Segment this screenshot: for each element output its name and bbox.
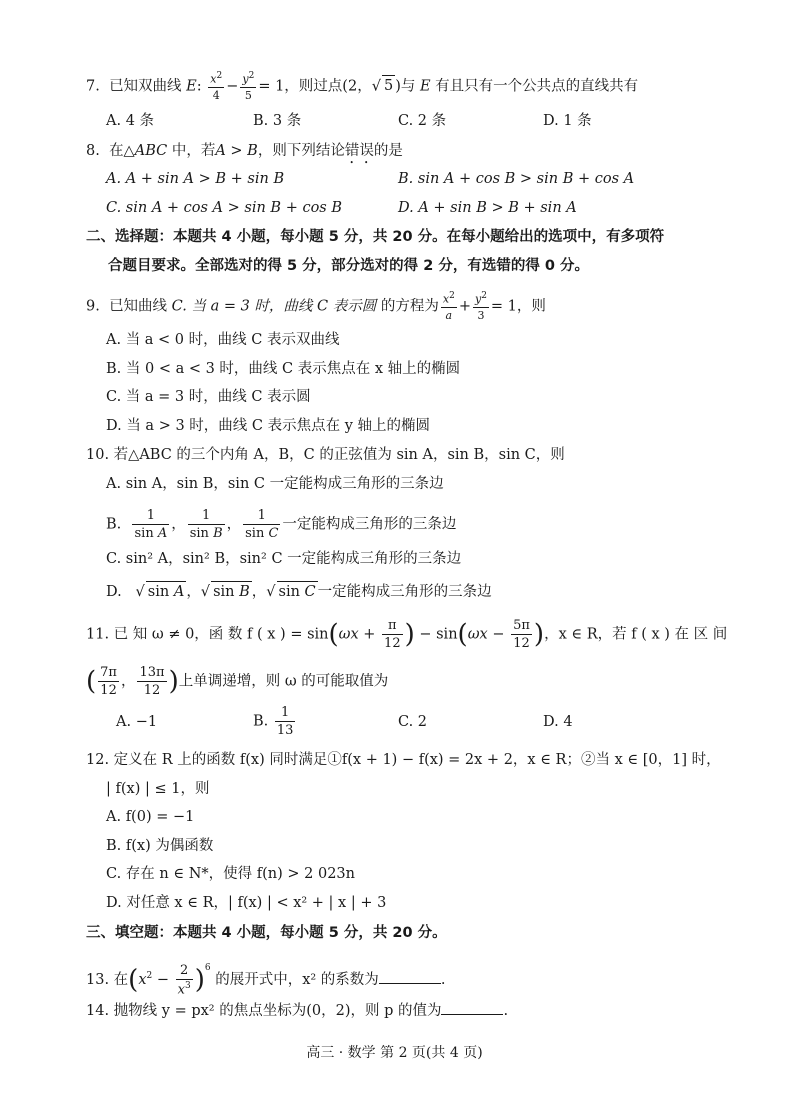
- q12-option-c: C. 存在 n ∈ N*，使得 f(n) > 2 023n: [106, 866, 355, 882]
- fraction-y2-5: $\frac{y^2}{5}$: [242, 71, 255, 102]
- question-10-stem: 10. 若△ABC 的三个内角 A，B，C 的正弦值为 sin A，sin B，sin C，则: [86, 447, 565, 463]
- q10-option-c: C. sin² A，sin² B，sin² C 一定能构成三角形的三条边: [106, 551, 462, 567]
- fraction-x2-a: $\frac{x^2}{a}$: [442, 291, 455, 322]
- q9-option-b: B. 当 0 < a < 3 时，曲线 C 表示焦点在 x 轴上的椭圆: [106, 361, 461, 377]
- question-11-stem: 11. 已 知 ω ≠ 0，函 数 f ( x ) = sin(ωx + $\frac{\pi}{12}$ ) − sin(ωx − $\frac{5\pi}{12}$ )，x ∈ R，若 f ( x ) 在 区 间: [86, 618, 728, 651]
- question-12-stem: 12. 定义在 R 上的函数 f(x) 同时满足①f(x + 1) − f(x) = 2x + 2，x ∈ R；②当 x ∈ [0，1] 时，: [86, 752, 721, 768]
- question-12-stem-cont: | f(x) | ≤ 1，则: [106, 781, 210, 797]
- q11-option-c: C. 2: [398, 714, 428, 730]
- page-footer: 高三 · 数学 第 2 页(共 4 页): [306, 1045, 483, 1061]
- question-7-stem: 7. 已知双曲线 E: $\frac{x^2}{4}$ − $\frac{y^2}{5}$ = 1，则过点(2，√ 5 )与 E 有且只有一个公共点的直线共有: [86, 71, 639, 102]
- q10-option-b: B. $\frac{1}{\text{sin A}}$ ， $\frac{1}{\text{sin B}}$ ， $\frac{1}{\text{sin C}}$ 一定能构成三角形的三条边: [106, 508, 457, 541]
- q11-option-a: A. −1: [116, 714, 158, 730]
- q7-option-b: B. 3 条: [253, 113, 302, 129]
- q14-answer-blank[interactable]: [441, 1000, 503, 1015]
- q10-option-d: D. √ sin A ，√ sin B ，√ sin C 一定能构成三角形的三条边: [106, 581, 492, 602]
- q9-option-c: C. 当 a = 3 时，曲线 C 表示圆: [106, 389, 311, 405]
- q8-option-b: B. sin A + cos B > sin B + cos A: [398, 171, 635, 187]
- q12-option-d: D. 对任意 x ∈ R，| f(x) | < x² + | x | + 3: [106, 895, 387, 911]
- fraction-x2-4: $\frac{x^2}{4}$: [210, 71, 223, 102]
- question-13: 13. 在($x^2$ − $\frac{2}{x^3}$ )$^6$ 的展开式中，x² 的系数为 .: [86, 962, 446, 998]
- q7-option-a: A. 4 条: [106, 113, 155, 129]
- q12-option-b: B. f(x) 为偶函数: [106, 838, 214, 854]
- q8-option-c: C. sin A + cos A > sin B + cos B: [106, 200, 343, 216]
- section-2-heading-cont: 合题目要求。全部选对的得 5 分，部分选对的得 2 分，有选错的得 0 分。: [108, 258, 590, 274]
- q8-option-a: A. A + sin A > B + sin B: [106, 171, 285, 187]
- q11-option-b: B. $\frac{1}{13}$: [253, 705, 294, 738]
- question-14: 14. 抛物线 y = px² 的焦点坐标为(0，2)，则 p 的值为 .: [86, 1000, 508, 1021]
- q7-option-c: C. 2 条: [398, 113, 447, 129]
- q7-option-d: D. 1 条: [543, 113, 592, 129]
- fraction-y2-3: $\frac{y^2}{3}$: [474, 291, 487, 322]
- q13-answer-blank[interactable]: [379, 969, 441, 984]
- question-9-stem: 9. 已知曲线 C. 当 a = 3 时，曲线 C 表示圆 的方程为 $\frac{x^2}{a}$ + $\frac{y^2}{3}$ = 1，则: [86, 291, 546, 322]
- section-3-heading: 三、填空题：本题共 4 小题，每小题 5 分，共 20 分。: [86, 925, 447, 941]
- question-11-interval: ( $\frac{7\pi}{12}$ ， $\frac{13\pi}{12}$ )上单调递增，则 ω 的可能取值为: [86, 665, 389, 698]
- q10-option-a: A. sin A，sin B，sin C 一定能构成三角形的三条边: [106, 476, 444, 492]
- q9-option-d: D. 当 a > 3 时，曲线 C 表示焦点在 y 轴上的椭圆: [106, 418, 431, 434]
- section-2-heading: 二、选择题：本题共 4 小题，每小题 5 分，共 20 分。在每小题给出的选项中，有多项符: [86, 229, 665, 245]
- question-8-stem: 8. 在△ABC 中，若A > B，则下列结论错误的是: [86, 143, 403, 159]
- q12-option-a: A. f(0) = −1: [106, 809, 195, 825]
- q8-option-d: D. A + sin B > B + sin A: [398, 200, 577, 216]
- q9-option-a: A. 当 a < 0 时，曲线 C 表示双曲线: [106, 332, 340, 348]
- q11-option-d: D. 4: [543, 714, 573, 730]
